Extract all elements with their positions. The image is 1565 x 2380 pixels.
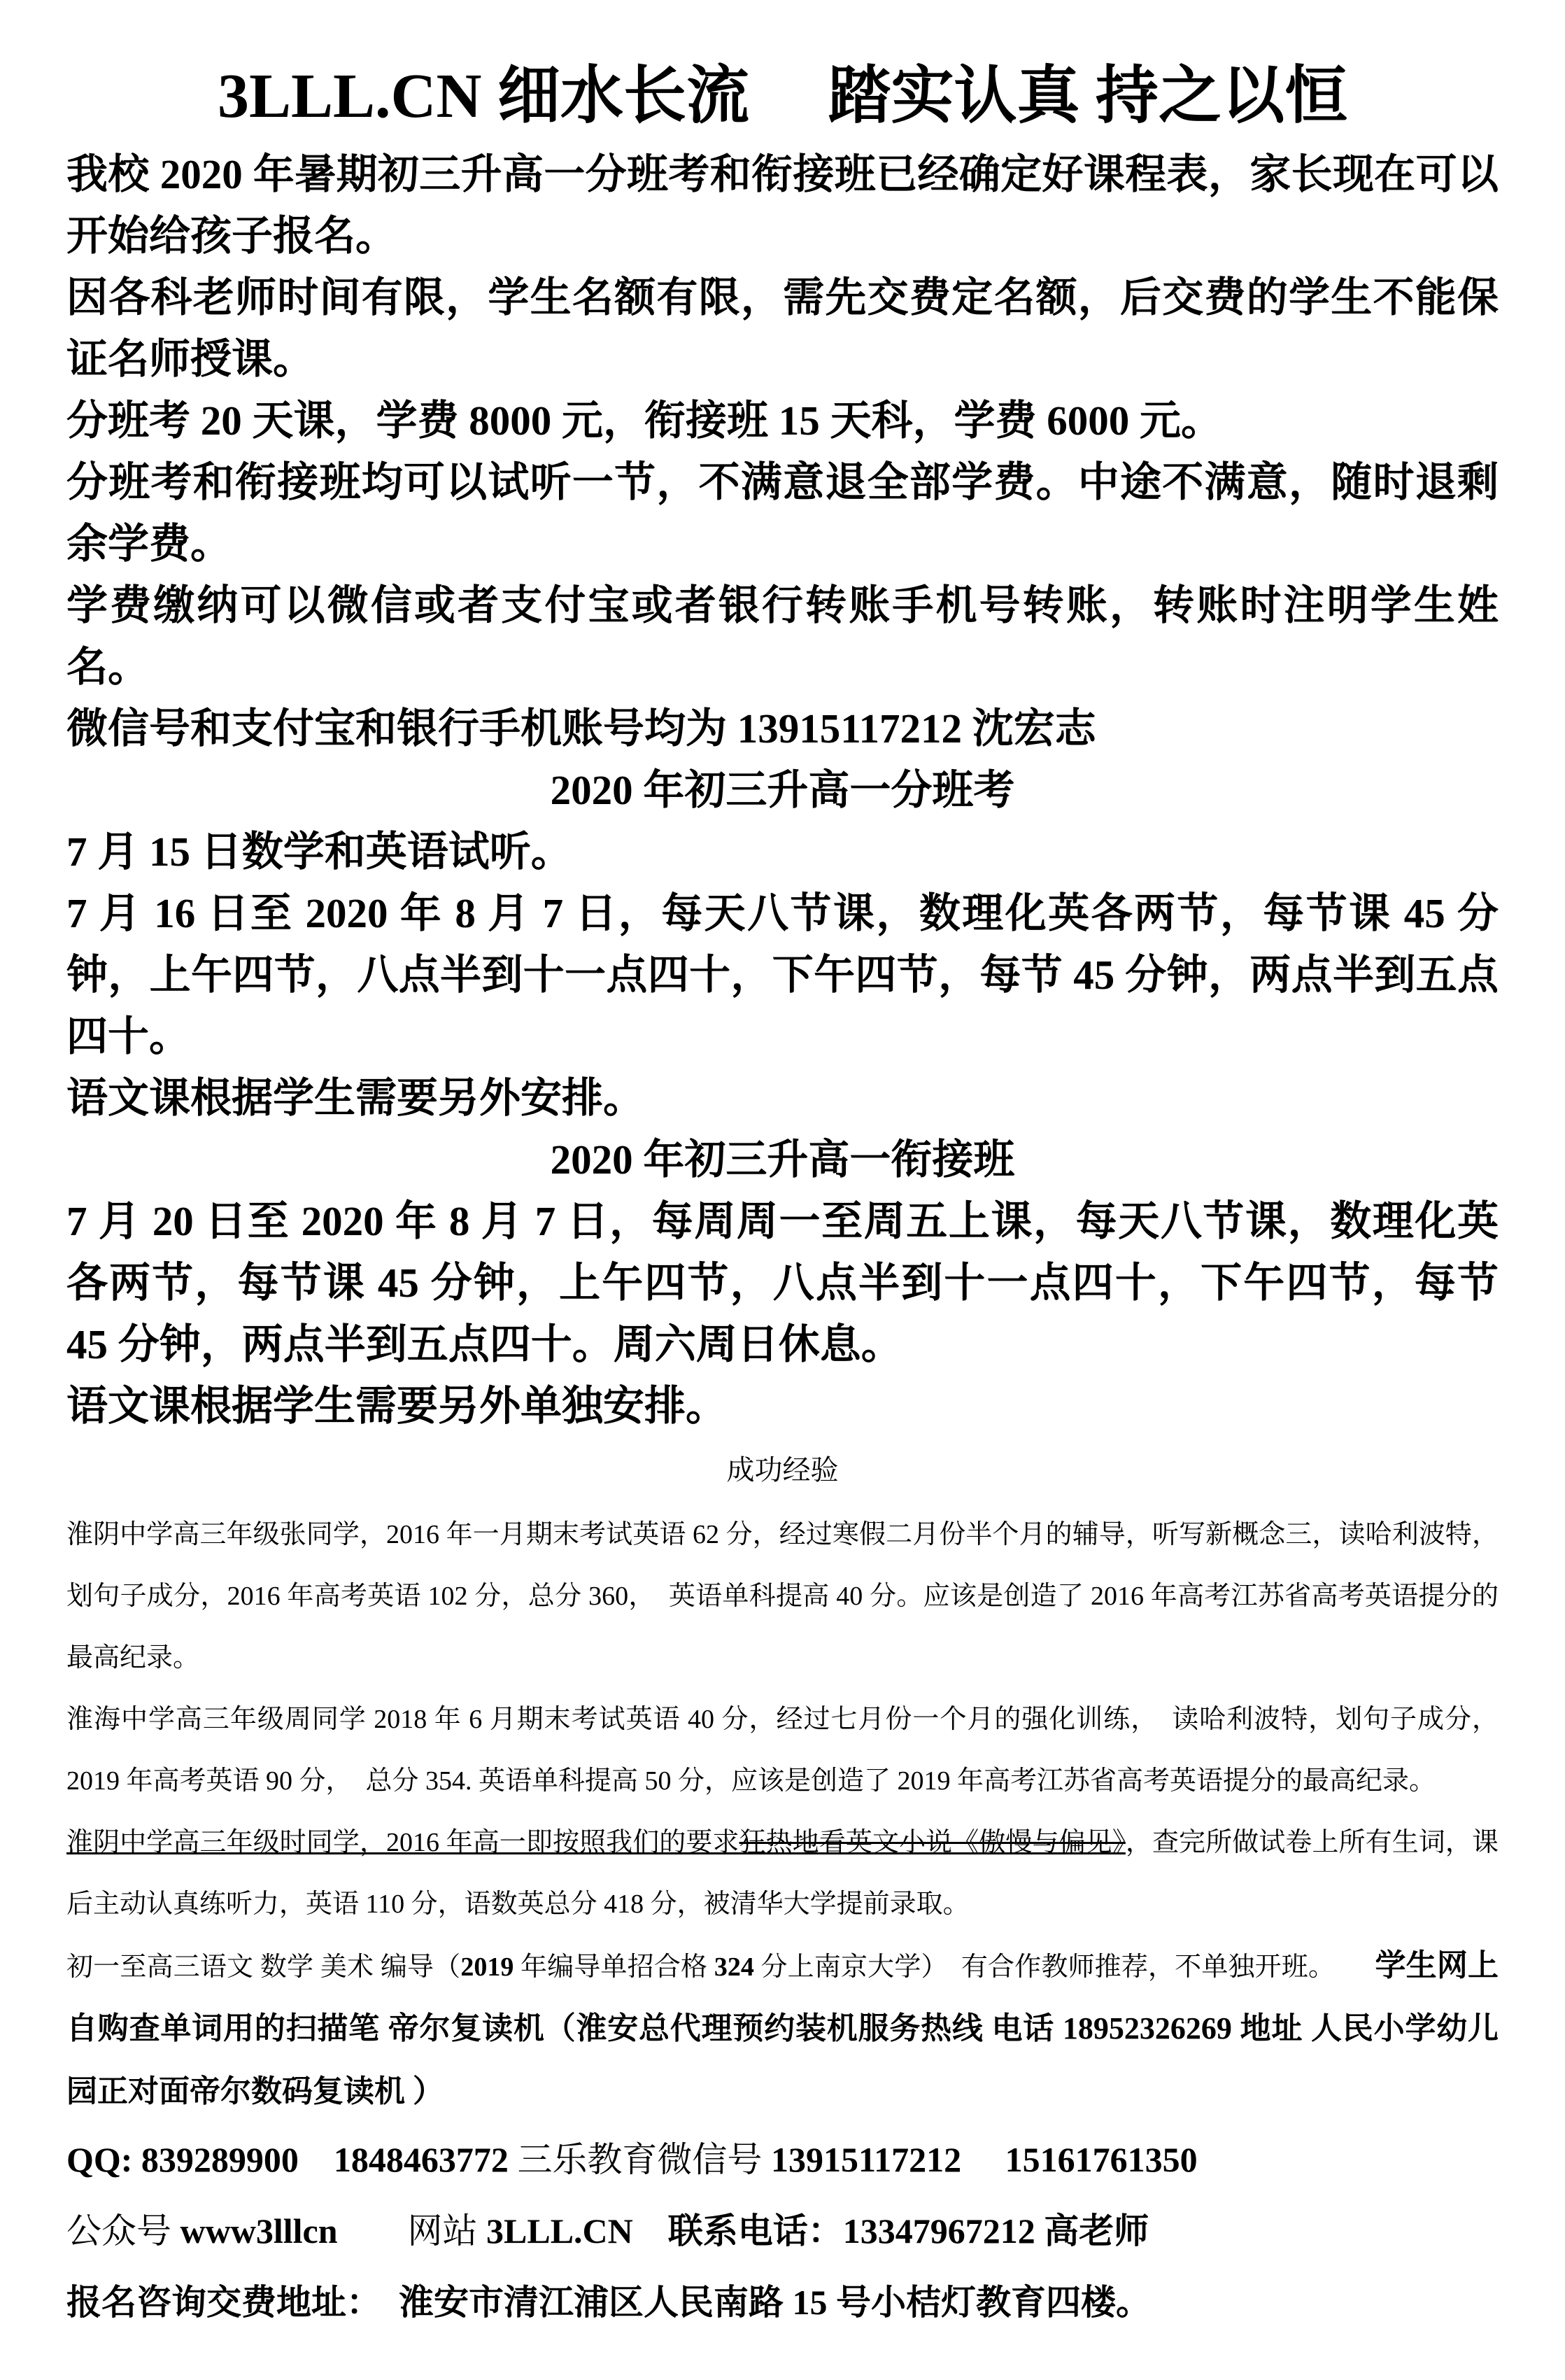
intro-paragraph: [66, 143, 1499, 267]
courses-offer-paragraph-text: 学生网上自购查单词用的扫描笔 帝尔复读机（淮安总代理预约装机服务热线 电话 18952326269 地址 人民小学幼儿园正对面帝尔数码复读机 ）: [66, 1948, 1499, 2108]
chinese-class-note-1-text: 语文课根据学生需要另外安排。: [66, 1075, 645, 1121]
courses-offer-paragraph-text: 2019: [460, 1952, 514, 1982]
placement-schedule-paragraph-text: 7 月 16 日至 2020 年 8 月 7 日，每天八节课，数理化英各两节，每节课 45 分钟，上午四节，八点半到十一点四十，下午四节，每节 45 分钟，两点半到五点四十。: [66, 890, 1499, 1059]
bridge-schedule-paragraph-text: 7 月 20 日至 2020 年 8 月 7 日，每周周一至周五上课，每天八节课，数理化英各两节，每节课 45 分钟，上午四节，八点半到十一点四十，下午四节，每节 45 分钟，两点半到五点四十。周六周日休息。: [66, 1198, 1509, 1367]
courses-offer-paragraph-text: 324: [714, 1952, 754, 1982]
success-story-3-text: 狂热地看英文小说《傲慢与偏见》: [739, 1828, 1126, 1857]
placement-schedule-paragraph: [66, 882, 1499, 1067]
web-contact-line: [66, 2195, 1499, 2267]
page-title: [66, 49, 1499, 143]
payment-account-paragraph: [66, 698, 1499, 759]
bridge-schedule-paragraph: [66, 1190, 1509, 1375]
quota-paragraph-text: 因各科老师时间有限，学生名额有限，需先交费定名额，后交费的学生不能保证名师授课。: [66, 274, 1499, 382]
qq-wechat-line: [66, 2124, 1499, 2195]
quota-paragraph: [66, 267, 1499, 390]
refund-paragraph-text: 分班考和衔接班均可以试听一节，不满意退全部学费。中途不满意，随时退剩余学费。: [66, 459, 1499, 567]
success-heading-text: 成功经验: [726, 1454, 839, 1486]
courses-offer-paragraph-text: 年编导单招合格: [514, 1952, 714, 1982]
payment-account-paragraph-text: 微信号和支付宝和银行手机账号均为 13915117212 沈宏志: [66, 705, 1096, 752]
trial-date-paragraph: [66, 821, 1499, 882]
refund-paragraph: [66, 451, 1499, 575]
web-contact-line-text: 3LLL.CN: [486, 2211, 633, 2251]
courses-offer-paragraph-text: 分上南京大学） 有合作教师推荐，不单独开班。: [753, 1952, 1375, 1982]
success-story-3-text: 淮阴中学高三年级时同学，2016 年高一即按照我们的要求: [66, 1828, 739, 1857]
qq-wechat-line-text: 13915117212 15161761350: [770, 2140, 1198, 2179]
web-contact-line-text: 网站: [337, 2211, 486, 2251]
success-story-3: [66, 1812, 1499, 1935]
document-content: [66, 49, 1509, 2338]
chinese-class-note-2-text: 语文课根据学生需要另外单独安排。: [66, 1383, 728, 1429]
web-contact-line-text: 公众号: [66, 2211, 180, 2251]
trial-date-paragraph-text: 7 月 15 日数学和英语试听。: [66, 829, 572, 875]
success-story-2: [66, 1689, 1499, 1812]
courses-offer-paragraph: [66, 1935, 1499, 2124]
payment-method-paragraph: [66, 575, 1499, 698]
page-title-text: 3LLL.CN 细水长流 踏实认真 持之以恒: [217, 62, 1348, 131]
fees-paragraph-text: 分班考 20 天课，学费 8000 元，衔接班 15 天科，学费 6000 元。: [66, 397, 1223, 444]
placement-exam-heading-text: 2020 年初三升高一分班考: [550, 767, 1015, 813]
chinese-class-note-2: [66, 1375, 1499, 1437]
chinese-class-note-1: [66, 1067, 1499, 1129]
intro-paragraph-text: 我校 2020 年暑期初三升高一分班考和衔接班已经确定好课程表，家长现在可以开始给孩子报名。: [66, 151, 1499, 259]
bridge-class-heading: [66, 1129, 1499, 1190]
web-contact-line-text: www3lllcn: [180, 2211, 338, 2251]
success-story-2-text: 淮海中学高三年级周同学 2018 年 6 月期末考试英语 40 分，经过七月份一个月的强化训练， 读哈利波特，划句子成分，2019 年高考英语 90 分， 总分 354. 英语单科提高 50 分，应该是创造了 2019 年高考江苏省高考英语提分的最高纪录。: [66, 1705, 1499, 1796]
payment-method-paragraph-text: 学费缴纳可以微信或者支付宝或者银行转账手机号转账，转账时注明学生姓名。: [66, 582, 1499, 690]
fees-paragraph: [66, 390, 1499, 451]
qq-wechat-line-text: 三乐教育微信号: [517, 2140, 771, 2179]
placement-exam-heading: [66, 759, 1499, 821]
success-story-1: [66, 1504, 1499, 1689]
address-line: [66, 2267, 1499, 2338]
address-line-text: 报名咨询交费地址： 淮安市清江浦区人民南路 15 号小桔灯教育四楼。: [66, 2283, 1151, 2322]
web-contact-line-text: 联系电话：13347967212 高老师: [632, 2211, 1149, 2251]
success-heading: [66, 1437, 1499, 1504]
qq-wechat-line-text: QQ: 839289900 1848463772: [66, 2140, 518, 2179]
bridge-class-heading-text: 2020 年初三升高一衔接班: [550, 1136, 1015, 1183]
courses-offer-paragraph-text: 初一至高三语文 数学 美术 编导（: [66, 1952, 461, 1982]
success-story-3-text: ，查完所做试卷上所有生词，课后主动认真练听力，英语 110 分，语数英总分 418 分，被清华大学提前录取。: [66, 1828, 1499, 1919]
success-story-1-text: 淮阴中学高三年级张同学，2016 年一月期末考试英语 62 分，经过寒假二月份半个月的辅导，听写新概念三，读哈利波特，划句子成分，2016 年高考英语 102 分，总分 360， 英语单科提高 40 分。应该是创造了 2016 年高考江苏省高考英语提分的最高纪录。: [66, 1520, 1499, 1673]
